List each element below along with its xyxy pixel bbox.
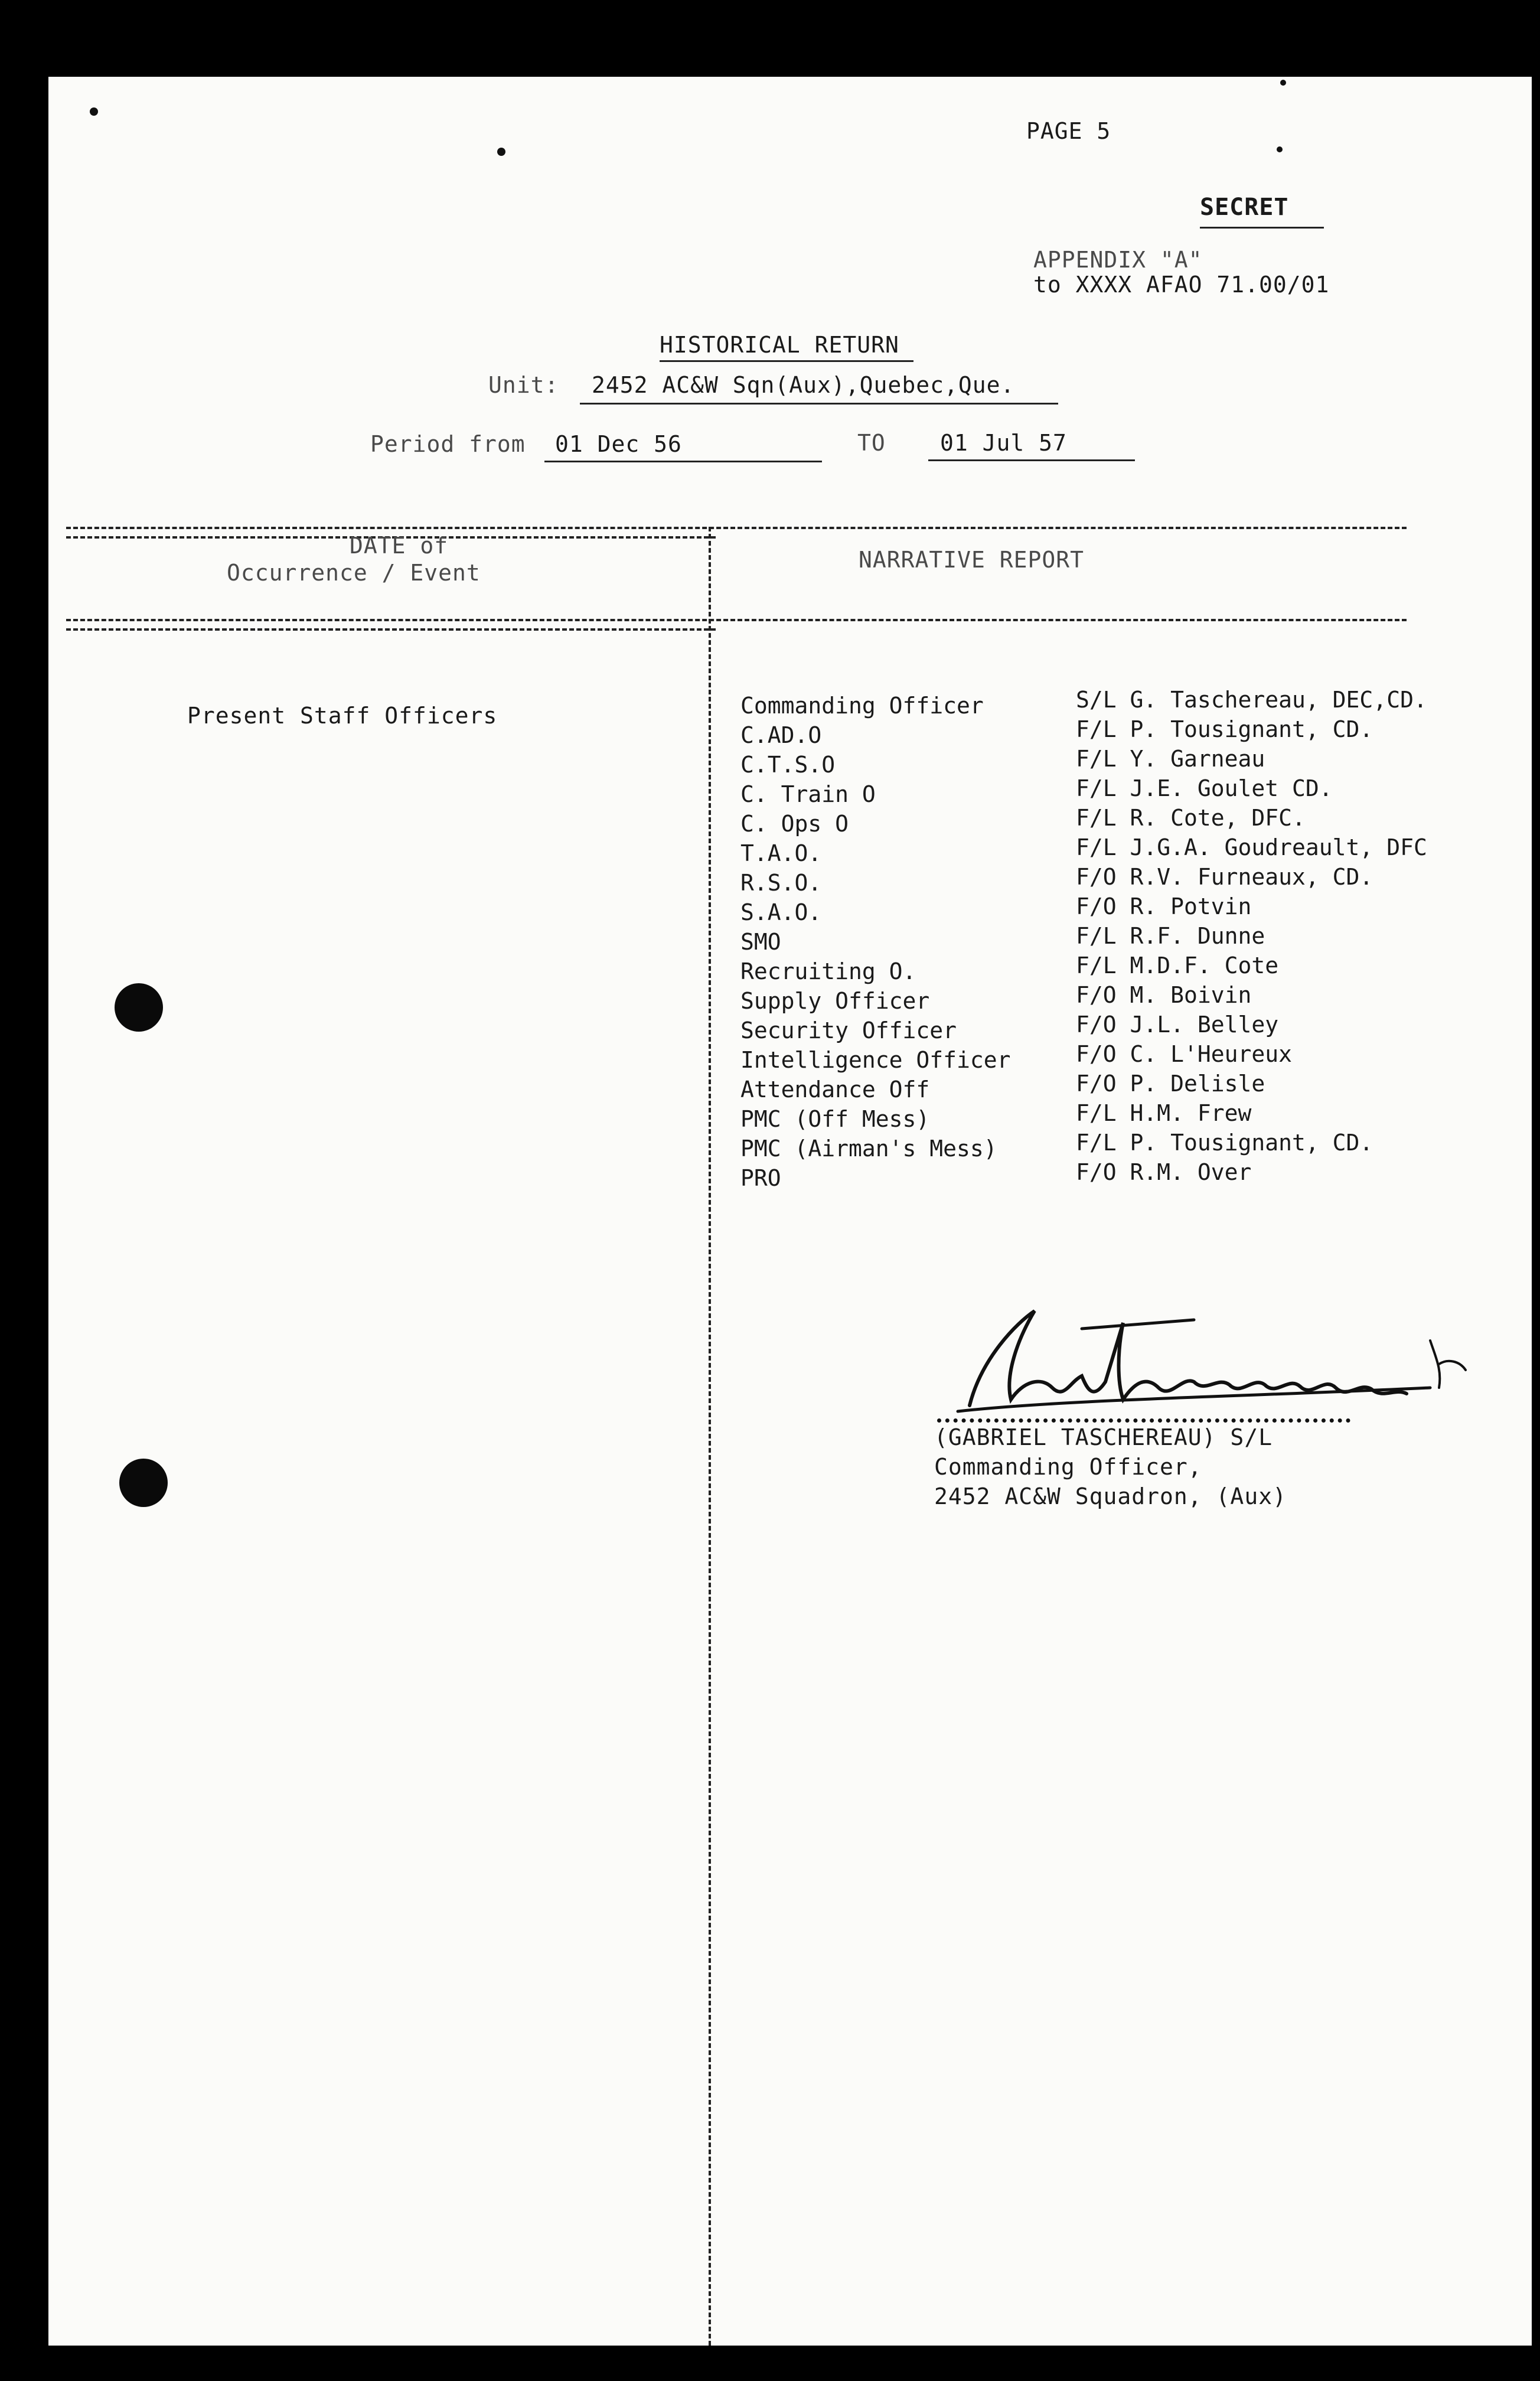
officer-entry: F/L R. Cote, DFC.: [1076, 805, 1306, 831]
officer-entry: F/O P. Delisle: [1076, 1071, 1265, 1097]
role-entry: Commanding Officer: [740, 693, 984, 719]
officer-entry: F/O J.L. Belley: [1076, 1012, 1279, 1038]
table-header-rule-2: [66, 628, 716, 631]
officer-entry: F/L J.G.A. Goudreault, DFC: [1076, 834, 1427, 860]
section-label: Present Staff Officers: [187, 703, 498, 729]
date-column-header: DATE of: [350, 533, 449, 559]
narrative-column-header: NARRATIVE REPORT: [859, 547, 1085, 573]
officer-entry: S/L G. Taschereau, DEC,CD.: [1076, 687, 1427, 713]
role-entry: Intelligence Officer: [740, 1047, 1011, 1073]
classification-marking: SECRET: [1200, 194, 1289, 221]
unit-label: Unit:: [488, 372, 559, 398]
punch-hole: [119, 1459, 168, 1507]
role-entry: Recruiting O.: [740, 958, 916, 984]
date-column-header-line2: Occurrence / Event: [227, 560, 481, 586]
role-entry: S.A.O.: [740, 899, 822, 925]
officer-entry: F/L J.E. Goulet CD.: [1076, 775, 1333, 801]
officer-entry: F/L H.M. Frew: [1076, 1100, 1252, 1126]
role-entry: R.S.O.: [740, 870, 822, 896]
officer-entry: F/O C. L'Heureux: [1076, 1041, 1293, 1067]
role-entry: C. Ops O: [740, 811, 849, 837]
officer-entry: F/L P. Tousignant, CD.: [1076, 716, 1373, 742]
period-to-underline: [928, 459, 1135, 461]
officer-entry: F/L Y. Garneau: [1076, 746, 1265, 772]
role-entry: SMO: [740, 929, 781, 955]
officer-entry: F/L M.D.F. Cote: [1076, 953, 1279, 979]
signature-line: [937, 1418, 1350, 1423]
role-entry: PMC (Airman's Mess): [740, 1136, 997, 1162]
appendix-reference-line2: to XXXX AFAO 71.00/01: [1033, 272, 1330, 298]
role-entry: C.T.S.O: [740, 752, 836, 778]
period-from-value: 01 Dec 56: [555, 431, 682, 457]
classification-underline: [1200, 227, 1324, 229]
officer-entry: F/O R.M. Over: [1076, 1159, 1252, 1185]
document-page: [48, 77, 1532, 2346]
speck: [497, 148, 505, 156]
title-underline: [660, 360, 913, 362]
period-to-label: TO: [857, 430, 886, 456]
handwritten-signature: [946, 1287, 1477, 1435]
period-from-label: Period from: [370, 431, 526, 457]
table-header-rule: [66, 619, 1407, 621]
signatory-title: Commanding Officer,: [934, 1454, 1202, 1480]
roles-list: [740, 691, 1011, 1193]
officer-entry: F/O R. Potvin: [1076, 893, 1252, 919]
role-entry: Supply Officer: [740, 988, 930, 1014]
table-top-rule: [66, 527, 1407, 529]
appendix-reference: APPENDIX "A": [1033, 247, 1203, 273]
role-entry: PRO: [740, 1165, 781, 1191]
officer-entry: F/L P. Tousignant, CD.: [1076, 1130, 1373, 1156]
unit-underline: [580, 403, 1058, 405]
unit-value: 2452 AC&W Sqn(Aux),Quebec,Que.: [592, 372, 1015, 398]
officer-entry: F/O R.V. Furneaux, CD.: [1076, 864, 1373, 890]
document-title: HISTORICAL RETURN: [660, 332, 899, 358]
speck: [1280, 80, 1286, 86]
role-entry: PMC (Off Mess): [740, 1106, 930, 1132]
period-from-underline: [544, 461, 822, 462]
column-divider: [709, 527, 711, 2346]
officer-entry: F/L R.F. Dunne: [1076, 923, 1265, 949]
signatory-name: (GABRIEL TASCHEREAU) S/L: [934, 1424, 1273, 1450]
officers-list: [1076, 685, 1427, 1187]
officer-entry: F/O M. Boivin: [1076, 982, 1252, 1008]
period-to-value: 01 Jul 57: [940, 430, 1067, 456]
speck: [1277, 146, 1283, 152]
role-entry: C. Train O: [740, 781, 876, 807]
role-entry: Security Officer: [740, 1017, 957, 1043]
speck: [90, 107, 98, 116]
page-number: PAGE 5: [1026, 118, 1111, 144]
punch-hole: [115, 983, 163, 1032]
role-entry: Attendance Off: [740, 1077, 930, 1103]
role-entry: T.A.O.: [740, 840, 822, 866]
role-entry: C.AD.O: [740, 722, 822, 748]
signatory-unit: 2452 AC&W Squadron, (Aux): [934, 1483, 1287, 1509]
